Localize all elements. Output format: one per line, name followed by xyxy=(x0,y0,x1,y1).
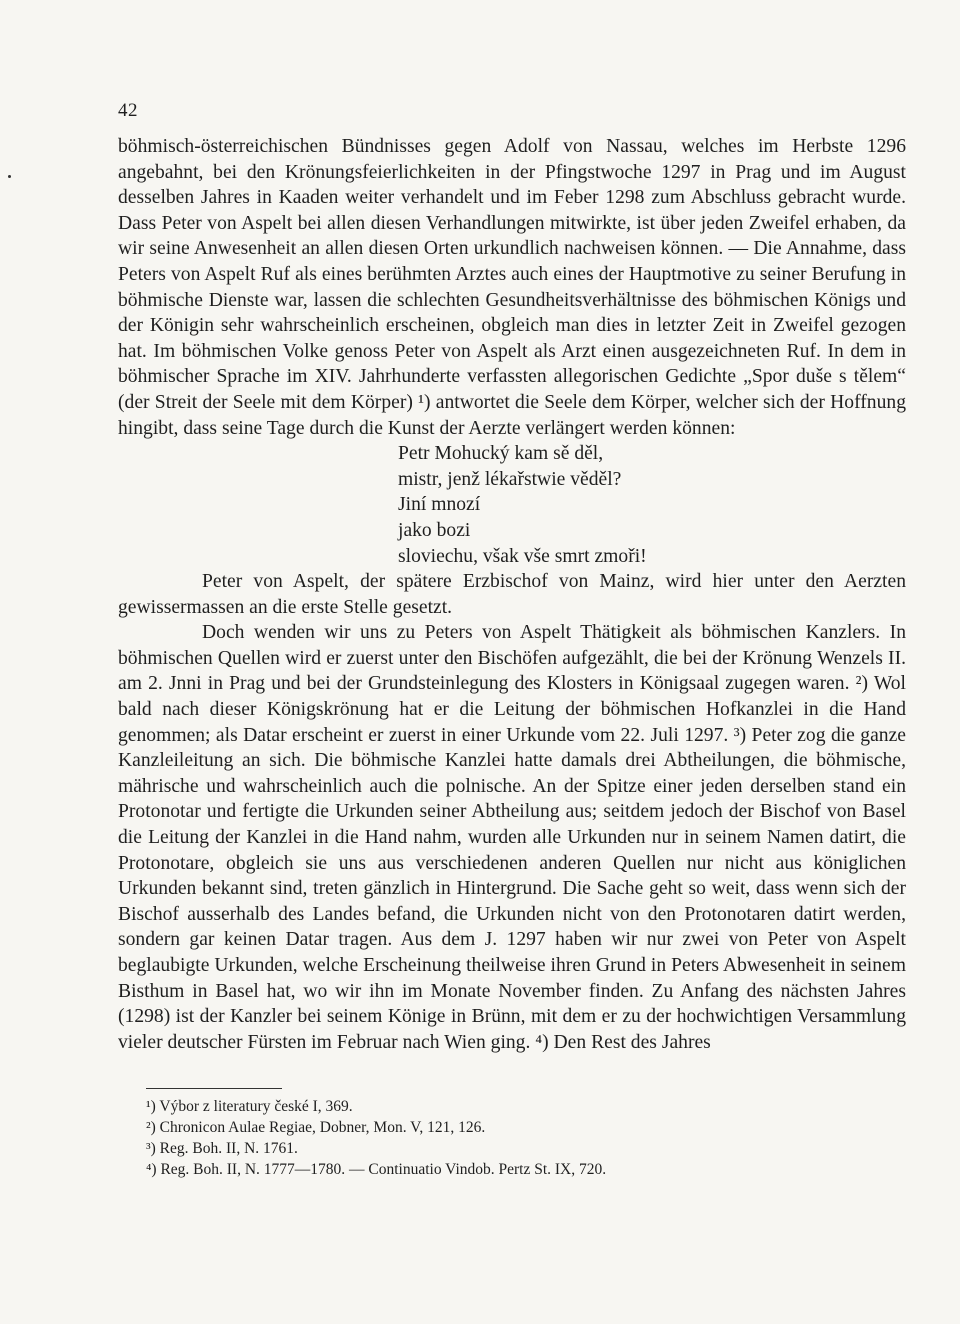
footnotes xyxy=(146,1096,866,1180)
poem-line: Petr Mohucký kam sě děl, xyxy=(398,443,604,465)
footnote: ²) Chronicon Aulae Regiae, Dobner, Mon. V, 121, 126. xyxy=(146,1119,486,1136)
poem-line: Jiní mnozí xyxy=(398,494,481,516)
page-number: 42 xyxy=(118,100,138,121)
paragraph-1: böhmisch-österreichischen Bündnisses gegen Adolf von Nassau, welches im Herbste 1296 angebahnt, bei den Krönungsfeierlichkeiten in der Pfingstwoche 1297 in Prag und im August desselben Jahres in Kaaden weiter verhandelt und im Feber 1298 zum Abschluss gebracht wurde. Dass Peter von Aspelt bei allen diesen Verhandlungen mitwirkte, ist über jeden Zweifel erhaben, da wir seine Anwesenheit an allen diesen Orten urkundlich nachweisen können. — Die Annahme, dass Peters von Aspelt Ruf als eines berühmten Arztes auch eines der Hauptmotive zu seiner Berufung in böhmische Dienste war, lassen die schlechten Gesundheitsverhältnisse des böhmischen Königs und der Königin sehr wahrscheinlich erscheinen, obgleich man dies in letzter Zeit in Zweifel gezogen hat. Im böhmischen Volke genoss Peter von Aspelt als Arzt einen ausgezeichneten Ruf. In dem in böhmischer Sprache im XIV. Jahrhunderte verfassten allegorischen Gedichte „Spor duše s tělem“ (der Streit der Seele mit dem Körper) ¹) antwortet die Seele dem Körper, welcher sich der Hoffnung hingibt, dass seine Tage durch die Kunst der Aerzte verlängert werden können: xyxy=(118,136,906,439)
poem-line: mistr, jenž lékařstwie věděl? xyxy=(398,468,622,490)
paragraph-3: Doch wenden wir uns zu Peters von Aspelt Thätigkeit als böhmischen Kanzlers. In böhmischen Quellen wird er zuerst unter den Bischöfen aufgezählt, die bei der Krönung Wenzels II. am 2. Jnni in Prag und bei der Grundsteinlegung des Klosters in Königsaal zugegen waren. ²) Wol bald nach dieser Königskrönung hat er die Leitung der böhmischen Hofkanzlei in die Hand genommen; als Datar erscheint er zuerst in einer Urkunde vom 22. Juli 1297. ³) Peter zog die ganze Kanzleileitung an sich. Die böhmische Kanzlei hatte damals drei Abtheilungen, die böhmische, mährische und wahrscheinlich auch die polnische. An der Spitze einer jeden derselben stand ein Protonotar und fertigte die Urkunden seiner Abtheilung aus; seitdem jedoch der Bischof von Basel die Leitung der Kanzlei in die Hand nahm, wurden alle Urkunden nur in seinem Namen datirt, die Protonotare, obgleich sie uns aus verschiedenen anderen Quellen nur nicht aus königlichen Urkunden bekannt sind, treten gänzlich in Hintergrund. Die Sache geht so weit, dass wenn sich der Bischof ausserhalb des Landes befand, die Urkunden nicht von den Protonotaren datirt werden, sondern gar keinen Datar tragen. Aus dem J. 1297 haben wir nur zwei von Peter von Aspelt beglaubigte Urkunden, welche Erscheinung theilweise ihren Grund in Peters Abwesenheit in seinem Bisthum in Basel hat, wo wir ihn im Monate November finden. Zu Anfang des nächsten Jahres (1298) ist der Kanzler bei seinem Könige in Brünn, mit dem er zu der hochwichtigen Versammlung vieler deutscher Fürsten im Februar nach Wien ging. ⁴) Den Rest des Jahres xyxy=(118,622,906,1053)
paragraph-2: Peter von Aspelt, der spätere Erzbischof von Mainz, wird hier unter den Aerzten gewissermassen an die erste Stelle gesetzt. xyxy=(118,571,906,618)
footnote-divider xyxy=(146,1088,282,1089)
footnote: ⁴) Reg. Boh. II, N. 1777—1780. — Continuatio Vindob. Pertz St. IX, 720. xyxy=(146,1161,607,1178)
scan-speck xyxy=(8,175,11,178)
poem-line: sloviechu, však vše smrt zmoři! xyxy=(398,545,647,567)
footnote: ³) Reg. Boh. II, N. 1761. xyxy=(146,1140,298,1157)
footnote: ¹) Výbor z literatury české I, 369. xyxy=(146,1098,353,1115)
poem-line: jako bozi xyxy=(398,519,471,541)
poem-quote xyxy=(398,441,906,569)
main-text xyxy=(118,134,906,1055)
